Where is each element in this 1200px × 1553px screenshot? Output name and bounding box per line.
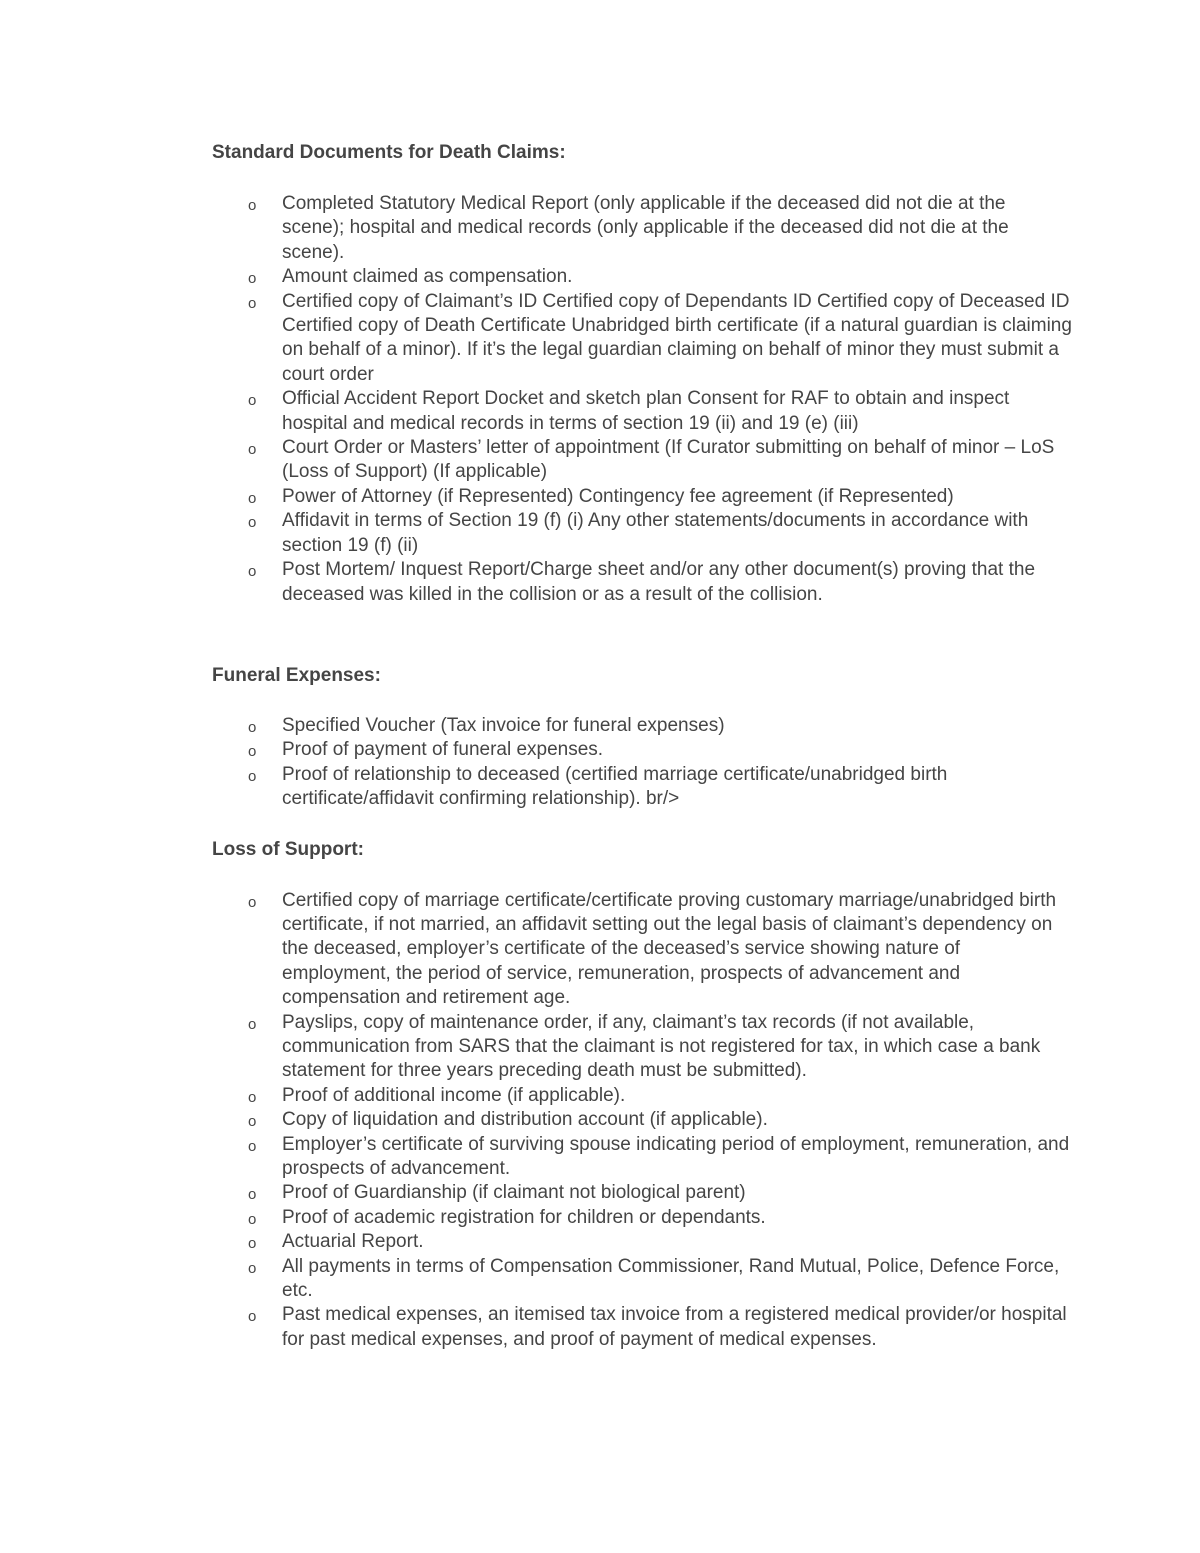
bullet-icon: o <box>248 743 257 761</box>
list-item-text: Affidavit in terms of Section 19 (f) (i) Any other statements/documents in accordance with section 19 (f) (ii) <box>282 510 1029 556</box>
document-body <box>212 141 1072 1352</box>
list-item-text: Proof of additional income (if applicable). <box>282 1084 626 1106</box>
list-item-text: Certified copy of marriage certificate/certificate proving customary marriage/unabridged birth certificate, if not married, an affidavit setting out the legal basis of claimant’s dependency on the deceased, employer’s certificate of the deceased’s service showing nature of employment, the period of service, remuneration, prospects of advancement and compensation and retirement age. <box>282 889 1057 1009</box>
list-item <box>212 738 1072 762</box>
list-item-text: Proof of relationship to deceased (certified marriage certificate/unabridged birth certificate/affidavit confirming relationship). br/> <box>282 763 948 810</box>
list-item <box>212 1133 1072 1182</box>
bullet-icon: o <box>248 718 257 736</box>
list-item <box>212 1084 1072 1108</box>
bullet-icon: o <box>248 893 257 911</box>
bullet-icon: o <box>248 1137 257 1155</box>
loss-of-support-list <box>212 889 1072 1353</box>
section-death-claims <box>212 141 1072 607</box>
list-item-text: Proof of academic registration for children or dependants. <box>282 1206 766 1228</box>
section-funeral-expenses <box>212 664 1072 812</box>
bullet-icon: o <box>248 270 257 288</box>
list-item-text: Proof of payment of funeral expenses. <box>282 739 604 761</box>
list-item-text: Certified copy of Claimant’s ID Certified copy of Dependants ID Certified copy of Deceased ID Certified copy of Death Certificate Unabridged birth certificate (if a natural guardian is claiming on behalf of a minor). If it’s the legal guardian claiming on behalf of minor they must submit a court order <box>282 290 1072 385</box>
list-item <box>212 1108 1072 1132</box>
bullet-icon: o <box>248 1210 257 1228</box>
list-item <box>212 889 1072 1011</box>
list-item <box>212 485 1072 509</box>
list-item <box>212 763 1072 812</box>
list-item-text: Official Accident Report Docket and sketch plan Consent for RAF to obtain and inspect hospital and medical records in terms of section 19 (ii) and 19 (e) (iii) <box>282 388 1010 434</box>
bullet-icon: o <box>248 514 257 532</box>
list-item-text: Post Mortem/ Inquest Report/Charge sheet and/or any other document(s) proving that the deceased was killed in the collision or as a result of the collision. <box>282 559 1036 605</box>
list-item <box>212 1255 1072 1304</box>
list-item <box>212 387 1072 436</box>
list-item <box>212 1230 1072 1254</box>
section-heading: Standard Documents for Death Claims: <box>212 142 566 163</box>
list-item <box>212 192 1072 265</box>
list-item-text: Completed Statutory Medical Report (only applicable if the deceased did not die at the scene); hospital and medical records (only applicable if the deceased did not die at the scene). <box>282 193 1009 263</box>
list-item-text: Power of Attorney (if Represented) Contingency fee agreement (if Represented) <box>282 485 954 507</box>
section-heading: Funeral Expenses: <box>212 664 381 686</box>
list-item <box>212 265 1072 289</box>
list-item <box>212 290 1072 388</box>
bullet-icon: o <box>248 563 257 581</box>
list-item-text: Copy of liquidation and distribution account (if applicable). <box>282 1109 768 1131</box>
bullet-icon: o <box>248 1113 257 1131</box>
list-item-text: All payments in terms of Compensation Commissioner, Rand Mutual, Police, Defence Force, etc. <box>282 1255 1060 1302</box>
list-item-text: Proof of Guardianship (if claimant not biological parent) <box>282 1182 746 1204</box>
bullet-icon: o <box>248 1088 257 1106</box>
list-item-text: Amount claimed as compensation. <box>282 266 573 288</box>
list-item-text: Payslips, copy of maintenance order, if any, claimant’s tax records (if not available, communication from SARS that the claimant is not registered for tax, in which case a bank statement for three years preceding death must be submitted). <box>282 1011 1041 1082</box>
list-item <box>212 1181 1072 1205</box>
section-heading: Loss of Support: <box>212 838 364 860</box>
list-item <box>212 714 1072 738</box>
funeral-expenses-list <box>212 714 1072 812</box>
bullet-icon: o <box>248 294 257 312</box>
bullet-icon: o <box>248 1235 257 1253</box>
list-item <box>212 1303 1072 1352</box>
bullet-icon: o <box>248 1186 257 1204</box>
death-claims-list <box>212 192 1072 607</box>
list-item <box>212 1011 1072 1084</box>
list-item <box>212 558 1072 607</box>
bullet-icon: o <box>248 489 257 507</box>
bullet-icon: o <box>248 197 257 214</box>
list-item <box>212 509 1072 558</box>
list-item-text: Actuarial Report. <box>282 1231 424 1253</box>
bullet-icon: o <box>248 767 257 785</box>
list-item-text: Court Order or Masters’ letter of appointment (If Curator submitting on behalf of minor – LoS (Loss of Support) (If applicable) <box>282 437 1055 483</box>
list-item-text: Specified Voucher (Tax invoice for funeral expenses) <box>282 714 725 736</box>
bullet-icon: o <box>248 1015 257 1033</box>
bullet-icon: o <box>248 392 257 410</box>
bullet-icon: o <box>248 1259 257 1277</box>
bullet-icon: o <box>248 1308 257 1326</box>
list-item <box>212 436 1072 485</box>
list-item-text: Employer’s certificate of surviving spouse indicating period of employment, remuneration, and prospects of advancement. <box>282 1133 1070 1179</box>
section-loss-of-support <box>212 838 1072 1353</box>
bullet-icon: o <box>248 441 257 459</box>
list-item <box>212 1206 1072 1230</box>
list-item-text: Past medical expenses, an itemised tax invoice from a registered medical provider/or hospital for past medical expenses, and proof of payment of medical expenses. <box>282 1304 1067 1350</box>
